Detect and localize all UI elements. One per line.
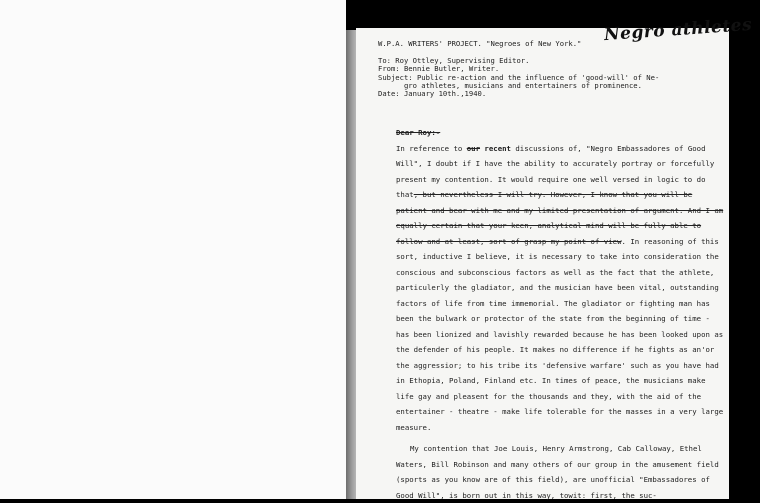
para1-text-c: . In reasoning of this sort, inductive I believe, it is necessary to take into consideration the conscious and subconscious factors as well as the fact that the athlete, particulerly the gladiator, and the musician have been vital, outstanding factors of life from time immemorial. The gladiator or fighting man has been the bulwark or protector of the state from the beginning of time - has been lionized and lavishly rewarded because he has been looked upon as the defender of his people. It makes no difference if he fights as an'or the aggressior; to his tribe its 'defensive warfare' such as you have had in Ethopia, Poland, Finland etc. In times of peace, the musicians make life gay and pleasent for the thousands and they, with the aid of the entertainer - theatre - make life tolerable for the masses in a very large measure. [396,236,724,432]
handwritten-title: Negro athletes [603,14,753,46]
subject-line-2: gro athletes, musicians and entertainers of prominence. [403,81,642,91]
document-page [356,14,753,500]
to-line: To: Roy Ottley, Supervising Editor. [378,55,530,65]
salutation: Dear Roy:- [396,128,441,137]
para1-bold-a: recent [480,143,511,153]
date-line: Date: January 10th.,1940. [378,89,487,99]
para1-text-b: discussions of, "Negro Embassadores of Good Will", I doubt if I have the ability to accurately portray or forcefully present my contention. It would require one well versed in logic to do that [396,143,715,199]
from-line: From: Bennie Butler, Writer. [378,64,500,74]
para1-struck-b: , but nevertheless I will try. However, I know that you will be patient and bear with me and my limited presentation of argument. And I am equally certain that your keen, analytical mind will be fully able to follow and at least, sort of grasp my point of view [396,190,724,246]
letter-body [396,125,724,503]
paragraph-2: My contention that Joe Louis, Henry Armstrong, Cab Calloway, Ethel Waters, Bill Robinson and many others of our group in the amusement field (sports as you know are of this field), are unofficial "Embassadores of Good Will", is born out in this way, towit: first, the suc- [396,444,719,500]
subject-line-1: Subject: Public re-action and the influence of 'good-will' of Ne- [378,72,660,82]
memo-header [378,40,718,99]
project-line: W.P.A. WRITERS' PROJECT. "Negroes of New York." [378,39,582,48]
paragraph-1 [396,141,724,436]
left-blank-area [0,0,346,499]
para1-text-a: In reference to [396,143,467,153]
para1-struck-a: our [466,143,481,153]
